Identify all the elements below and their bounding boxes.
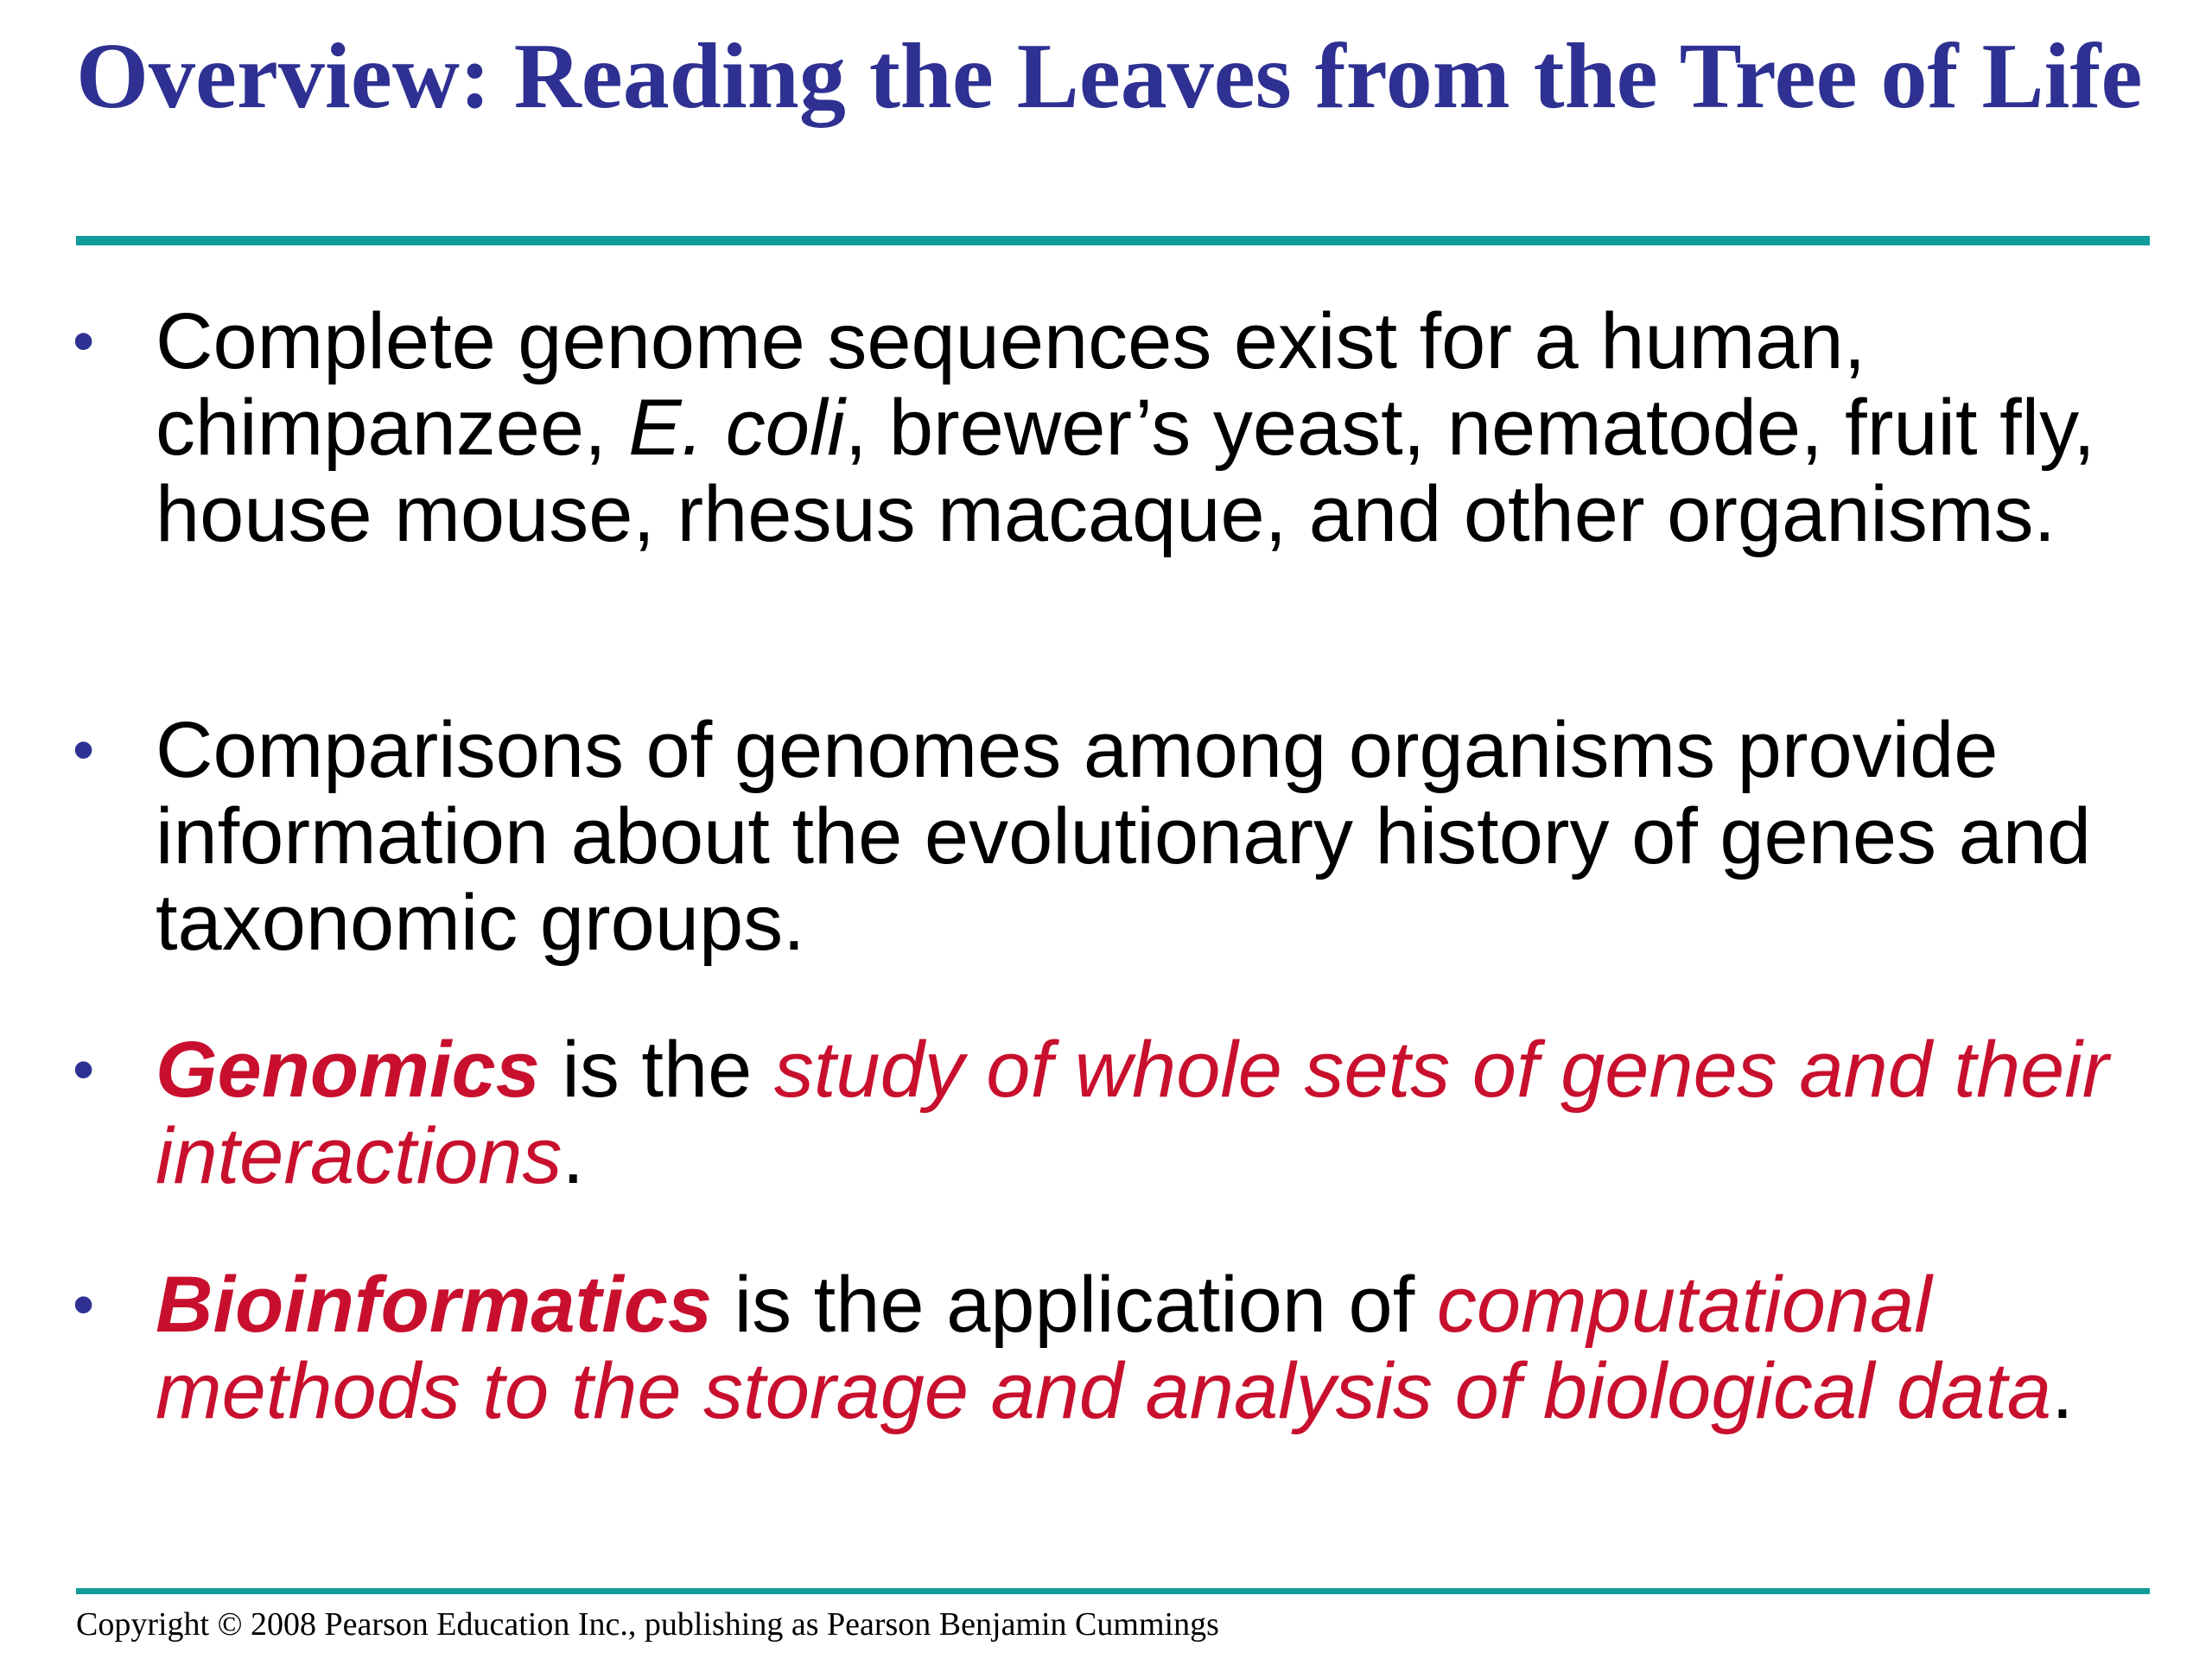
bullet-marker: • xyxy=(73,1035,95,1104)
slide-title: Overview: Reading the Leaves from the Tree of Life xyxy=(76,25,2143,128)
footer-rule xyxy=(76,1588,2150,1594)
copyright-footer: Copyright © 2008 Pearson Education Inc., publishing as Pearson Benjamin Cummings xyxy=(76,1606,1219,1643)
definition-period: . xyxy=(562,1112,585,1200)
definition-period: . xyxy=(2051,1347,2074,1435)
term-genomics: Genomics xyxy=(156,1026,540,1114)
bullet-item-genome-comparisons xyxy=(73,706,2143,967)
bullet-item-genomics-definition xyxy=(73,1026,2143,1200)
bullet-text-start: Complete genome sequences exist for a human, chimpanzee, xyxy=(156,297,1866,472)
definition-bioinformatics: computational methods to the storage and analysis of biological data xyxy=(156,1261,2052,1435)
definition-connector: is the xyxy=(539,1026,774,1114)
definition-connector: is the application of xyxy=(712,1261,1437,1349)
species-name-e-coli: E. coli xyxy=(628,384,845,472)
bullet-marker: • xyxy=(73,307,95,376)
term-bioinformatics: Bioinformatics xyxy=(156,1261,713,1349)
bullet-item-bioinformatics-definition xyxy=(73,1261,2143,1435)
bullet-text-end: , brewer’s yeast, nematode, fruit fly, house mouse, rhesus macaque, and other organisms. xyxy=(156,384,2095,558)
bullet-text: Comparisons of genomes among organisms provide information about the evolutionary history of genes and taxonomic groups. xyxy=(156,706,2092,967)
bullet-item-genome-sequences xyxy=(73,297,2143,558)
title-underline-rule xyxy=(76,236,2150,245)
bullet-marker: • xyxy=(73,715,95,785)
bullet-marker: • xyxy=(73,1270,95,1339)
definition-genomics: study of whole sets of genes and their interactions xyxy=(156,1026,2109,1200)
